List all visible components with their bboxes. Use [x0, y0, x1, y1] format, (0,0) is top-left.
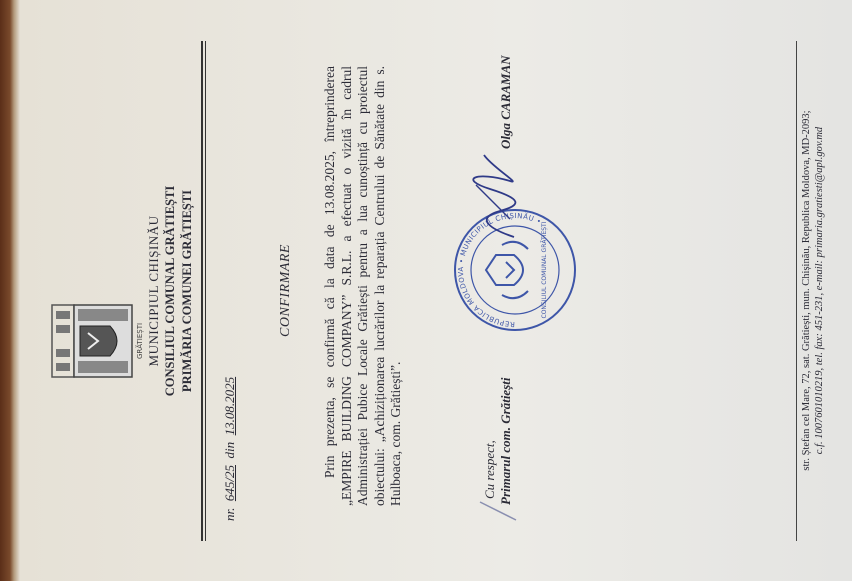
handwritten-signature-icon [470, 151, 530, 241]
reference-number: 645/25 [222, 465, 237, 502]
reference-date: 13.08.2025 [222, 376, 237, 436]
header-council: CONSILIUL COMUNAL GRĂTIEȘTI [163, 185, 177, 397]
footer-rule [796, 41, 797, 541]
body-paragraph: Prin prezenta, se confirmă că la data de 13.08.2025, întreprinderea „EMPIRE BUILDING COMPANY” S.R.L. a efectuat o vizită în cadrul Administrației Pubice Locale Grătiești pentru a lua cunoștință cu proiectul obiectului: „Achiziționarea lucrărilor la reparația Centrului de Sănătate din s. Hulboaca, com. Grătiești”. [322, 66, 403, 506]
closing-position: Primarul com. Grătiești [498, 377, 513, 505]
closing-regards: Cu respect, [482, 440, 497, 499]
footer-contacts: c.f. 1007601010219, tel. fax: 451-231, e-mail: primaria.gratiesti@apl.gov.md [814, 126, 825, 455]
seal-inner-text: CONSILIUL COMUNAL GRĂTIEȘTI [541, 221, 548, 319]
reference-connector: din [222, 441, 237, 459]
header-rule-thick [201, 41, 203, 541]
header-municipality: MUNICIPIUL CHIȘINĂU [146, 215, 161, 367]
document-title: CONFIRMARE [278, 244, 293, 337]
crest-caption: GRĂTIEȘTI [136, 322, 144, 360]
header-office: PRIMĂRIA COMUNEI GRĂTIEȘTI [180, 189, 194, 393]
seal-outer-text: REPUBLICA MOLDOVA • MUNICIPIUL CHIȘINĂU • [456, 211, 543, 329]
footer-address: str. Ștefan cel Mare, 72, sat. Grătiești, mun. Chișinău, Republica Moldova, MD-2093; [801, 110, 812, 471]
coat-of-arms-icon [50, 301, 148, 381]
signatory-name: Olga CARAMAN [498, 55, 513, 149]
reference-prefix: nr. [222, 507, 237, 521]
reference-line [222, 377, 238, 521]
header-rule-thin [205, 41, 206, 541]
